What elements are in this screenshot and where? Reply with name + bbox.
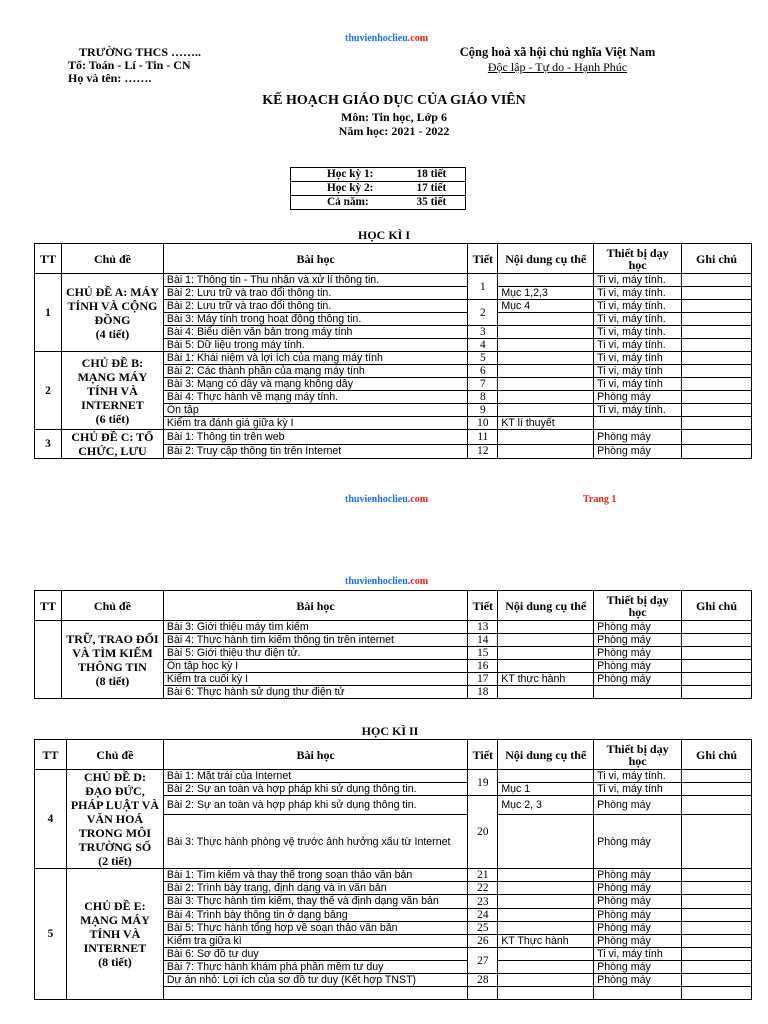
table-cell: Bài 5: Giới thiệu thư điện tử. (163, 647, 467, 660)
table-cell: Bài 2: Lưu trữ và trao đổi thông tin. (163, 287, 467, 300)
table-cell: Ti vi, máy tính. (594, 326, 682, 339)
table-cell (498, 444, 594, 459)
table-cell: Chủ đề (61, 244, 163, 274)
table-cell: Bài học (163, 740, 467, 770)
table-cell: 5 (468, 352, 498, 365)
doc-subject: Môn: Tin học, Lớp 6 (341, 110, 447, 124)
table-cell: 5 (35, 869, 67, 1000)
table-row (35, 274, 752, 287)
table-cell (498, 987, 594, 1000)
table-cell: Bài 4: Thực hành về mạng máy tính. (163, 391, 467, 404)
table-cell: Ghi chú (682, 591, 752, 621)
table-cell (682, 961, 752, 974)
table-cell: Bài 4: Thực hành tìm kiếm thông tin trên internet (163, 634, 467, 647)
table-cell (498, 882, 594, 895)
watermark-top-2: thuvienhoclieu.com (345, 576, 429, 587)
table-header (35, 740, 752, 770)
semester-1-heading: HỌC KÌ I (357, 228, 410, 242)
table-cell: Phòng máy (594, 815, 682, 869)
table-cell: Nội dung cụ thể (498, 591, 594, 621)
table-cell: Phòng máy (594, 673, 682, 686)
table-cell: Phòng máy (594, 444, 682, 459)
table-cell: Học kỳ 1: (291, 168, 414, 182)
table-cell: Phòng máy (594, 882, 682, 895)
table-cell (498, 686, 594, 699)
table-cell: 13 (468, 621, 498, 634)
table-cell: 1 (468, 274, 498, 300)
table-cell: Phòng máy (594, 391, 682, 404)
table-cell (498, 869, 594, 882)
table-cell (682, 909, 752, 922)
table-cell: TT (35, 740, 67, 770)
table-cell (682, 796, 752, 815)
table-cell: Học kỳ 2: (291, 182, 414, 196)
table-header (35, 591, 752, 621)
table-cell: Phòng máy (594, 430, 682, 445)
table-cell: Phòng máy (594, 634, 682, 647)
table-cell (498, 770, 594, 783)
table-cell: Phòng máy (594, 922, 682, 935)
table-cell: Bài 5: Dữ liệu trong máy tính. (163, 339, 467, 352)
table-cell (682, 634, 752, 647)
table-cell: Bài 7: Thực hành khám phá phần mềm tư duy (163, 961, 467, 974)
table-cell: Bài 2: Sự an toàn và hợp pháp khi sử dụng thông tin. (163, 783, 467, 796)
table-cell: 24 (468, 909, 498, 922)
table-cell: Bài 1: Tìm kiếm và thay thế trong soạn thảo văn bản (163, 869, 467, 882)
table-cell: Ti vi, máy tính (594, 783, 682, 796)
table-cell: Ôn tập (163, 404, 467, 417)
table-cell: 12 (468, 444, 498, 459)
table-cell (682, 621, 752, 634)
table-cell (594, 987, 682, 1000)
plan-table-s1-cont (34, 590, 752, 699)
table-cell: Bài 2: Trình bày trang, định dạng và in văn bản (163, 882, 467, 895)
table-cell: Phòng máy (594, 621, 682, 634)
table-cell: 10 (468, 417, 498, 430)
department: Tổ: Toán - Lí - Tin - CN (68, 58, 191, 72)
table-cell (682, 935, 752, 948)
summary-row (291, 168, 466, 182)
table-cell: Phòng máy (594, 935, 682, 948)
table-cell: TT (35, 591, 62, 621)
table-cell: Bài 2: Lưu trữ và trao đổi thông tin. (163, 300, 467, 313)
table-cell (498, 313, 594, 326)
table-cell: Tiết (468, 591, 498, 621)
table-cell: 6 (468, 365, 498, 378)
table-cell (682, 313, 752, 326)
table-cell: 18 tiết (414, 168, 466, 182)
table-cell (468, 987, 498, 1000)
table-cell: 4 (35, 770, 67, 869)
table-cell: Bài 5: Thực hành tổng hợp về soạn thảo văn bản (163, 922, 467, 935)
table-cell: CHỦ ĐỀ A: MÁY TÍNH VÀ CỘNG ĐỒNG (4 tiết) (61, 274, 163, 352)
table-cell: Cả năm: (291, 196, 414, 210)
table-cell: Tiết (468, 244, 498, 274)
table-cell (682, 417, 752, 430)
table-cell: 22 (468, 882, 498, 895)
table-cell (498, 895, 594, 909)
table-cell (682, 444, 752, 459)
table-cell: 18 (468, 686, 498, 699)
table-cell (594, 686, 682, 699)
table-cell: 16 (468, 660, 498, 673)
doc-year: Năm học: 2021 - 2022 (338, 124, 450, 138)
table-cell: Ti vi, máy tính (594, 378, 682, 391)
table-cell: Phòng máy (594, 660, 682, 673)
table-cell (682, 882, 752, 895)
table-cell: TT (35, 244, 62, 274)
table-cell: Ghi chú (682, 244, 752, 274)
table-cell: 19 (468, 770, 498, 796)
doc-title: KẾ HOẠCH GIÁO DỤC CỦA GIÁO VIÊN (262, 93, 526, 108)
table-cell: CHỦ ĐỀ E: MẠNG MÁY TÍNH VÀ INTERNET (8 tiết) (66, 869, 163, 1000)
table-cell (498, 660, 594, 673)
nation-motto: Độc lập - Tự do - Hạnh Phúc (487, 60, 628, 74)
table-cell: CHỦ ĐỀ C: TỔ CHỨC, LƯU (61, 430, 163, 459)
summary-table (290, 167, 466, 210)
table-cell: 17 tiết (414, 182, 466, 196)
table-cell: 20 (468, 796, 498, 869)
table-cell: 3 (468, 326, 498, 339)
table-cell: Mục 1,2,3 (498, 287, 594, 300)
nation-title: Cộng hoà xã hội chủ nghĩa Việt Nam (459, 45, 656, 59)
table-cell (498, 922, 594, 935)
summary-row (291, 182, 466, 196)
table-cell (682, 895, 752, 909)
table-cell (498, 352, 594, 365)
table-cell (682, 770, 752, 783)
table-cell (682, 326, 752, 339)
table-cell: Kiểm tra đánh giá giữa kỳ I (163, 417, 467, 430)
table-cell (498, 430, 594, 445)
table-cell: Ôn tập học kỳ I (163, 660, 467, 673)
table-cell (498, 365, 594, 378)
table-cell (682, 673, 752, 686)
table-cell: 3 (35, 430, 62, 459)
table-cell: 8 (468, 391, 498, 404)
table-cell: 27 (468, 948, 498, 974)
table-cell: Phòng máy (594, 909, 682, 922)
table-cell: 2 (35, 352, 62, 430)
table-cell: Nội dung cụ thể (498, 740, 594, 770)
table-cell: Kiểm tra giữa kì (163, 935, 467, 948)
table-cell (682, 686, 752, 699)
table-cell: Tiết (468, 740, 498, 770)
table-cell: Bài 3: Giới thiệu máy tìm kiếm (163, 621, 467, 634)
table-cell: Bài 2: Truy cập thông tin trên Internet (163, 444, 467, 459)
plan-table-s1 (34, 243, 752, 459)
table-cell (682, 869, 752, 882)
table-cell: 26 (468, 935, 498, 948)
table-cell: 21 (468, 869, 498, 882)
table-cell: Bài 4: Trình bày thông tin ở dạng bảng (163, 909, 467, 922)
watermark-top: thuvienhoclieu.com (345, 33, 429, 44)
table-cell (35, 621, 62, 699)
table-cell: Bài 3: Thực hành tìm kiếm, thay thế và định dạng văn bản (163, 895, 467, 909)
table-cell: Ti vi, máy tính (594, 352, 682, 365)
table-cell: 2 (468, 300, 498, 326)
table-cell (682, 404, 752, 417)
table-cell: KT Thực hành (498, 935, 594, 948)
table-cell: 23 (468, 895, 498, 909)
table-cell (498, 948, 594, 961)
table-cell: TRỮ, TRAO ĐỔI VÀ TÌM KIẾM THÔNG TIN (8 tiết) (61, 621, 163, 699)
table-cell (682, 922, 752, 935)
table-cell: Phòng máy (594, 869, 682, 882)
table-cell: Bài 1: Khái niệm và lợi ích của mạng máy tính (163, 352, 467, 365)
table-cell: 14 (468, 634, 498, 647)
table-cell (498, 404, 594, 417)
table-cell (498, 647, 594, 660)
table-cell: 28 (468, 974, 498, 987)
table-cell (682, 974, 752, 987)
table-cell (682, 274, 752, 287)
table-cell: 11 (468, 430, 498, 445)
table-cell (498, 621, 594, 634)
table-cell: Ti vi, máy tính. (594, 287, 682, 300)
table-cell (498, 274, 594, 287)
table-cell (682, 352, 752, 365)
table-cell: Dự án nhỏ: Lợi ích của sơ đồ tư duy (Kết hợp TNST) (163, 974, 467, 987)
table-cell: 35 tiết (414, 196, 466, 210)
table-cell (682, 378, 752, 391)
table-cell (498, 974, 594, 987)
table-cell: Bài 3: Máy tính trong hoạt động thông tin. (163, 313, 467, 326)
table-cell: Kiểm tra cuối kỳ I (163, 673, 467, 686)
table-cell (682, 300, 752, 313)
table-row (35, 770, 752, 783)
table-cell: Thiết bị dạy học (594, 591, 682, 621)
table-cell: Phòng máy (594, 647, 682, 660)
table-cell: Nội dung cụ thể (498, 244, 594, 274)
table-cell: Bài học (163, 591, 467, 621)
table-cell (682, 815, 752, 869)
plan-table-s2 (34, 739, 752, 1000)
table-cell: CHỦ ĐỀ B: MẠNG MÁY TÍNH VÀ INTERNET (6 tiết) (61, 352, 163, 430)
table-header (35, 244, 752, 274)
table-cell: Chủ đề (66, 740, 163, 770)
table-cell (594, 417, 682, 430)
school-name: TRƯỜNG THCS …….. (78, 45, 201, 59)
table-cell: 9 (468, 404, 498, 417)
table-cell: Ti vi, máy tính. (594, 770, 682, 783)
table-cell (682, 430, 752, 445)
table-cell (682, 339, 752, 352)
table-cell: Bài 1: Thông tin - Thu nhận và xử lí thông tin. (163, 274, 467, 287)
table-cell: Thiết bị dạy học (594, 740, 682, 770)
table-cell: Ti vi, máy tính (594, 365, 682, 378)
table-row (35, 869, 752, 882)
table-cell: Thiết bị dạy học (594, 244, 682, 274)
watermark-footer: thuvienhoclieu.com (345, 494, 429, 505)
table-cell (682, 987, 752, 1000)
table-cell (682, 783, 752, 796)
table-cell: 25 (468, 922, 498, 935)
table-row (35, 430, 752, 445)
table-cell: CHỦ ĐỀ D: ĐẠO ĐỨC, PHÁP LUẬT VÀ VĂN HOÁ TRONG MÔI TRƯỜNG SỐ (2 tiết) (66, 770, 163, 869)
table-cell (682, 391, 752, 404)
table-cell: Phòng máy (594, 895, 682, 909)
table-cell: Mục 2, 3 (498, 796, 594, 815)
table-cell: KT thực hành (498, 673, 594, 686)
table-cell: Ghi chú (682, 740, 752, 770)
table-cell: 7 (468, 378, 498, 391)
table-cell (682, 287, 752, 300)
table-cell: Bài học (163, 244, 467, 274)
table-cell: Ti vi, máy tính. (594, 339, 682, 352)
table-cell: Mục 1 (498, 783, 594, 796)
table-cell: Bài 2: Các thành phần của mạng máy tính (163, 365, 467, 378)
table-cell: 17 (468, 673, 498, 686)
table-cell: 15 (468, 647, 498, 660)
page-number: Trang 1 (583, 494, 617, 505)
table-cell (498, 391, 594, 404)
table-cell: Bài 1: Thông tin trên web (163, 430, 467, 445)
semester-2-heading: HỌC KÌ II (361, 724, 419, 738)
table-cell (498, 378, 594, 391)
table-cell: Ti vi, máy tính. (594, 300, 682, 313)
table-cell (682, 647, 752, 660)
table-cell: Ti vi, máy tính. (594, 274, 682, 287)
table-cell: 4 (468, 339, 498, 352)
table-cell (498, 634, 594, 647)
table-cell: Chủ đề (61, 591, 163, 621)
table-cell: Bài 4: Biểu diễn văn bản trong máy tính (163, 326, 467, 339)
table-cell: Bài 6: Thực hành sử dụng thư điện tử (163, 686, 467, 699)
table-cell (682, 948, 752, 961)
table-cell: Mục 4 (498, 300, 594, 313)
table-cell (498, 339, 594, 352)
table-cell: Phòng máy (594, 974, 682, 987)
table-cell: Phòng máy (594, 961, 682, 974)
table-cell (498, 326, 594, 339)
table-cell (498, 961, 594, 974)
table-cell: Bài 3: Thực hành phòng vệ trước ảnh hưởng xấu từ Internet (163, 815, 467, 869)
table-row (35, 352, 752, 365)
table-cell: Bài 2: Sự an toàn và hợp pháp khi sử dụng thông tin. (163, 796, 467, 815)
table-cell: Ti vi, máy tính (594, 948, 682, 961)
table-row (35, 621, 752, 634)
table-cell: Ti vi, máy tính. (594, 404, 682, 417)
table-cell (498, 815, 594, 869)
table-cell: 1 (35, 274, 62, 352)
table-cell: KT lí thuyết (498, 417, 594, 430)
summary-row (291, 196, 466, 210)
table-cell (682, 660, 752, 673)
table-cell (682, 365, 752, 378)
table-cell (498, 909, 594, 922)
table-cell: Bài 3: Mạng có dây và mạng không dây (163, 378, 467, 391)
teacher-name: Họ và tên: ……. (68, 71, 152, 85)
table-cell (163, 987, 467, 1000)
table-cell: Ti vi, máy tính. (594, 313, 682, 326)
table-cell: Bài 1: Mặt trái của Internet (163, 770, 467, 783)
table-cell: Bài 6: Sơ đồ tư duy (163, 948, 467, 961)
table-cell: Phòng máy (594, 796, 682, 815)
